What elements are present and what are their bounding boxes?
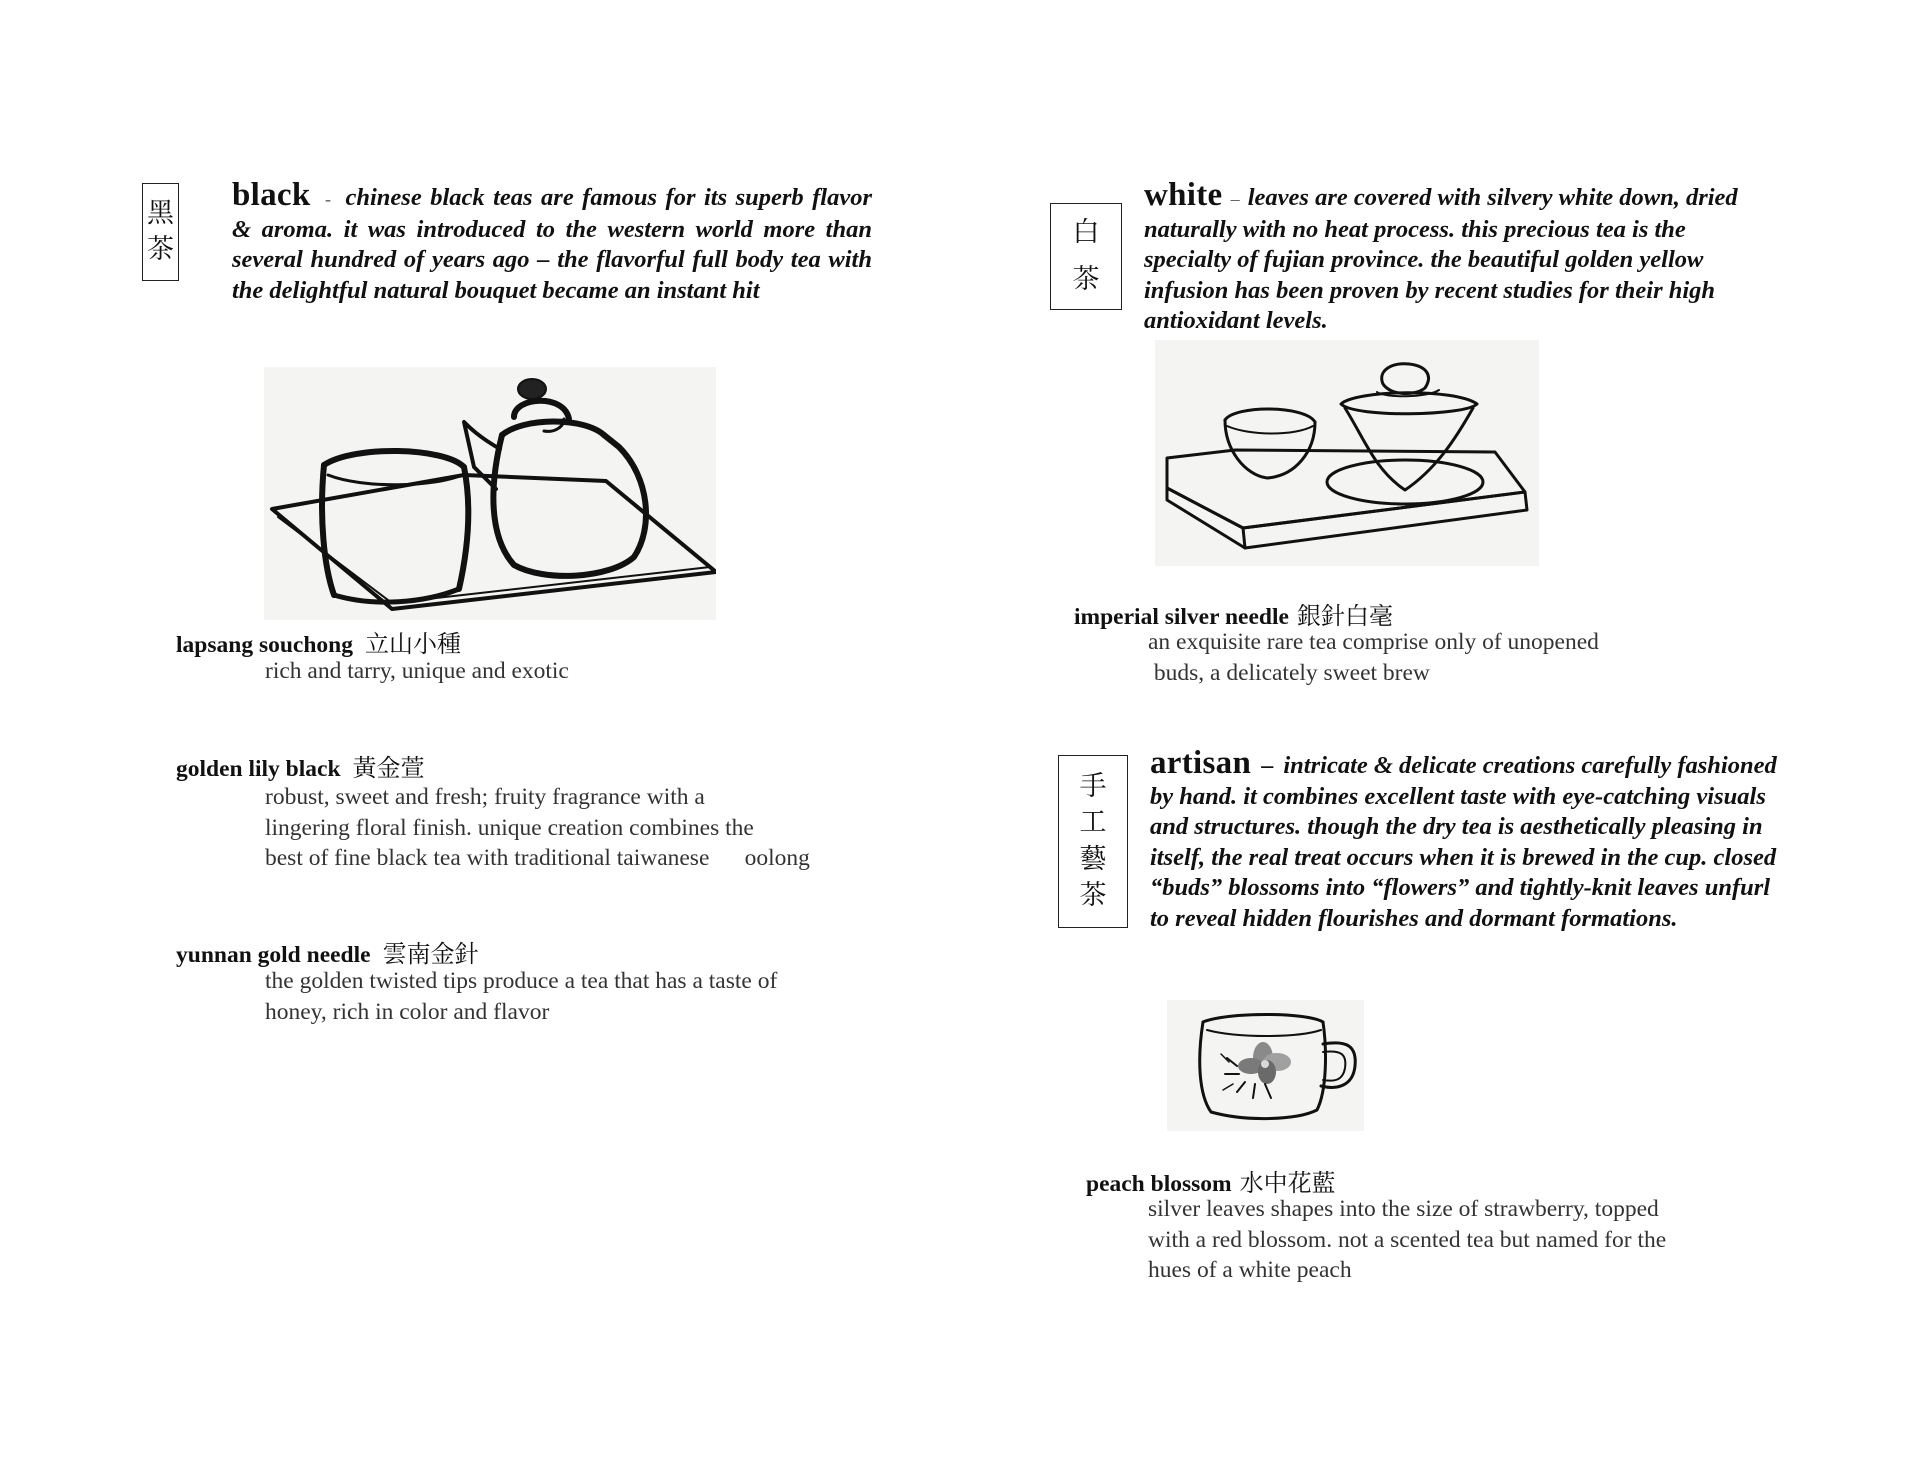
tea-chinese-name: 雲南金針	[382, 940, 479, 968]
category-title: black	[232, 177, 311, 213]
separator: -	[325, 189, 332, 209]
category-description: chinese black teas are famous for its superb flavor & aroma. it was introduced to the western world more than several hundred of years ago – the flavorful full body tea with the delightful natural bouquet became an instant hit	[232, 184, 873, 304]
tea-name	[1086, 1163, 1336, 1198]
category-title: artisan	[1150, 745, 1252, 781]
tea-description: rich and tarry, unique and exotic	[265, 658, 569, 684]
category-description: leaves are covered with silvery white down, dried naturally with no heat process. this precious tea is the specialty of fujian province. the beautiful golden yellow infusion has been proven by recent studies for their high antioxidant levels.	[1144, 184, 1738, 334]
white-tea-intro	[1144, 177, 1774, 337]
black-tea-illustration	[264, 367, 716, 620]
artisan-tea-chinese-label	[1058, 755, 1128, 928]
tea-description: an exquisite rare tea comprise only of unopened buds, a delicately sweet brew	[1148, 629, 1599, 686]
tea-name	[1074, 596, 1393, 631]
tea-english-name: yunnan gold needle	[176, 942, 371, 968]
artisan-tea-intro	[1150, 745, 1790, 934]
category-title: white	[1144, 177, 1223, 213]
tea-english-name: peach blossom	[1086, 1171, 1232, 1197]
tea-description: the golden twisted tips produce a tea that has a taste of honey, rich in color and flavor	[265, 968, 778, 1025]
chinese-char: 黑	[147, 197, 174, 229]
tea-english-name: golden lily black	[176, 756, 341, 782]
separator: –	[1261, 753, 1274, 779]
chinese-char: 茶	[1079, 879, 1107, 911]
chinese-char: 茶	[1072, 263, 1100, 295]
white-tea-chinese-label	[1050, 203, 1122, 310]
white-tea-illustration	[1155, 340, 1539, 566]
chinese-char: 藝	[1079, 843, 1107, 875]
tea-english-name: imperial silver needle	[1074, 604, 1289, 630]
tea-english-name: lapsang souchong	[176, 632, 353, 658]
cup-and-gaiwan-on-tray-sketch-icon	[1155, 340, 1539, 566]
tea-chinese-name: 立山小種	[364, 630, 461, 658]
tea-description: silver leaves shapes into the size of strawberry, topped with a red blossom. not a scented tea but named for the hues of a white peach	[1148, 1196, 1667, 1283]
tea-description: robust, sweet and fresh; fruity fragrance with a lingering floral finish. unique creation combines the best of fine black tea with traditional taiwanese oolong	[265, 784, 810, 871]
tea-chinese-name: 水中花藍	[1239, 1169, 1336, 1197]
tea-name	[176, 624, 461, 659]
chinese-char: 工	[1079, 807, 1107, 839]
tea-chinese-name: 黃金萱	[352, 754, 425, 782]
separator: –	[1230, 189, 1240, 209]
chinese-char: 茶	[147, 234, 174, 265]
tea-chinese-name: 銀針白毫	[1296, 602, 1393, 630]
artisan-tea-illustration	[1167, 1000, 1364, 1131]
glass-mug-with-blooming-tea-sketch-icon	[1167, 1000, 1364, 1131]
category-description: intricate & delicate creations carefully fashioned by hand. it combines excellent taste with eye-catching visuals and structures. though the dry tea is aesthetically pleasing in itself, the real treat occurs when it is brewed in the cup. closed “buds” blossoms into “flowers” and tightly-knit leaves unfurl to reveal hidden flourishes and dormant formations.	[1150, 752, 1777, 932]
black-tea-intro	[232, 177, 873, 306]
teacup-and-teapot-on-tray-sketch-icon	[264, 367, 716, 620]
tea-name	[176, 748, 425, 783]
black-tea-chinese-label	[142, 183, 179, 281]
tea-name	[176, 934, 479, 969]
chinese-char: 手	[1079, 770, 1107, 802]
chinese-char: 白	[1072, 217, 1100, 249]
